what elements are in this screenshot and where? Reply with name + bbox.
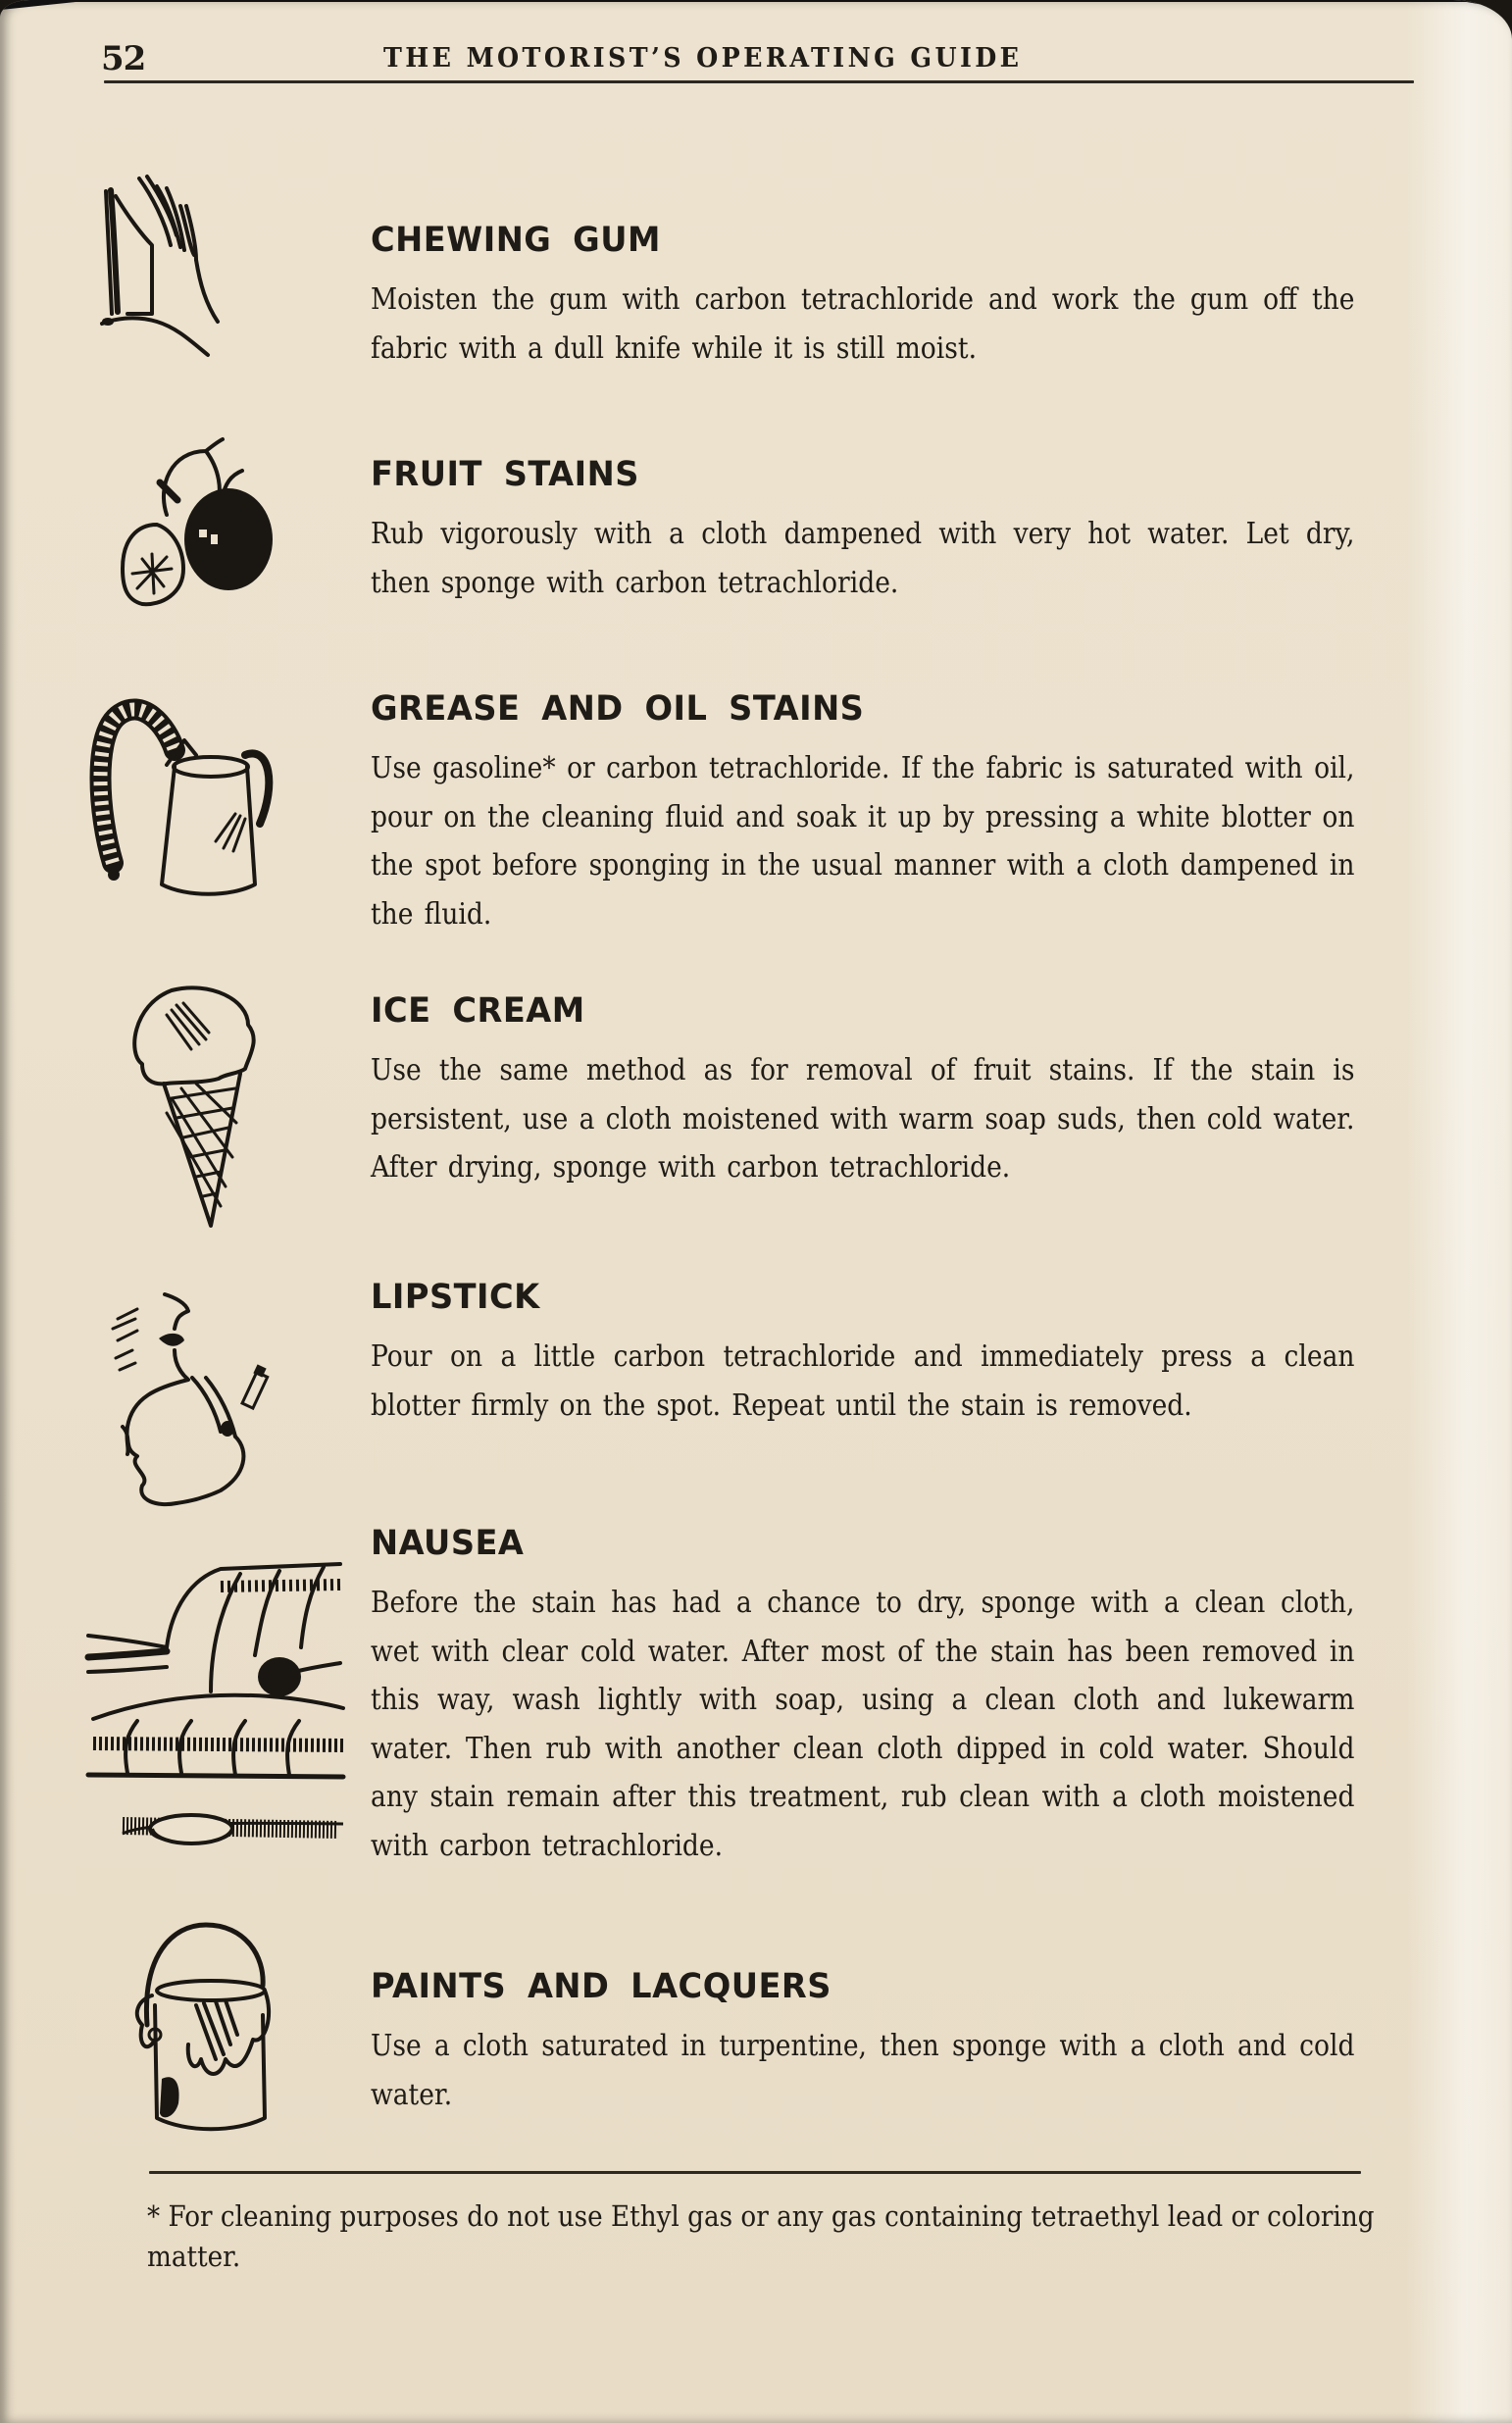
entry-title: ICE CREAM (371, 991, 585, 1031)
entry-body: Rub vigorously with a cloth dampened with very hot water. Let dry, then sponge with carbon tetrachloride. (371, 517, 1355, 599)
paint-can-icon (127, 1917, 284, 2133)
footnote-rule (149, 2171, 1361, 2174)
running-title: THE MOTORIST’S OPERATING GUIDE (383, 43, 1023, 74)
header-rule (104, 80, 1414, 83)
fruit-icon (113, 431, 270, 608)
entry-body: Pour on a little carbon tetrachloride and immediately press a clean blotter firmly on the spot. Repeat until the stain is removed. (371, 1339, 1355, 1422)
footnote: * For cleaning purposes do not use Ethyl gas or any gas containing tetraethyl lead or coloring matter. (147, 2199, 1375, 2273)
entry-fruit-stains (371, 455, 1371, 607)
entry-body: Use gasoline* or carbon tetrachloride. If the fabric is saturated with oil, pour on the cleaning fluid and soak it up by pressing a white blotter on the spot before sponging in the usual manner with a cloth dampened in the fluid. (371, 751, 1355, 931)
entry-title: CHEWING GUM (371, 221, 661, 260)
hand-holding-gum-icon (98, 167, 245, 363)
car-seat-upholstery-icon (83, 1549, 348, 1853)
entry-title: NAUSEA (371, 1524, 525, 1563)
entry-title: LIPSTICK (371, 1278, 540, 1317)
page-shadow-edge (0, 0, 1512, 10)
ice-cream-cone-icon (123, 976, 260, 1231)
woman-lipstick-icon (98, 1280, 275, 1515)
entry-lipstick (371, 1278, 1371, 1430)
oil-can-icon (98, 696, 275, 902)
entry-body: Use the same method as for removal of fruit stains. If the stain is persistent, use a cloth moistened with warm soap suds, then cold water. After drying, sponge with carbon tetrachloride. (371, 1053, 1355, 1184)
entry-body: Moisten the gum with carbon tetrachloride and work the gum off the fabric with a dull knife while it is still moist. (371, 282, 1355, 365)
running-header (101, 37, 1415, 86)
entry-nausea (371, 1524, 1371, 1870)
entry-paints-lacquers (371, 1967, 1371, 2119)
entry-title: GREASE AND OIL STAINS (371, 689, 865, 729)
entry-grease-oil-stains (371, 689, 1371, 938)
entry-title: PAINTS AND LACQUERS (371, 1967, 832, 2006)
entry-body: Use a cloth saturated in turpentine, then sponge with a cloth and cold water. (371, 2029, 1355, 2111)
entry-chewing-gum (371, 221, 1371, 373)
entry-body: Before the stain has had a chance to dry, sponge with a clean cloth, wet with clear cold water. After most of the stain has been removed in this way, wash lightly with soap, using a clean cloth and lukewarm water. Then rub with another clean cloth dipped in cold water. Should any stain remain after this treatment, rub clean with a cloth moistened with carbon tetrachloride. (371, 1586, 1355, 1862)
entry-ice-cream (371, 991, 1371, 1192)
entry-title: FRUIT STAINS (371, 455, 639, 494)
page-number: 52 (101, 39, 146, 78)
